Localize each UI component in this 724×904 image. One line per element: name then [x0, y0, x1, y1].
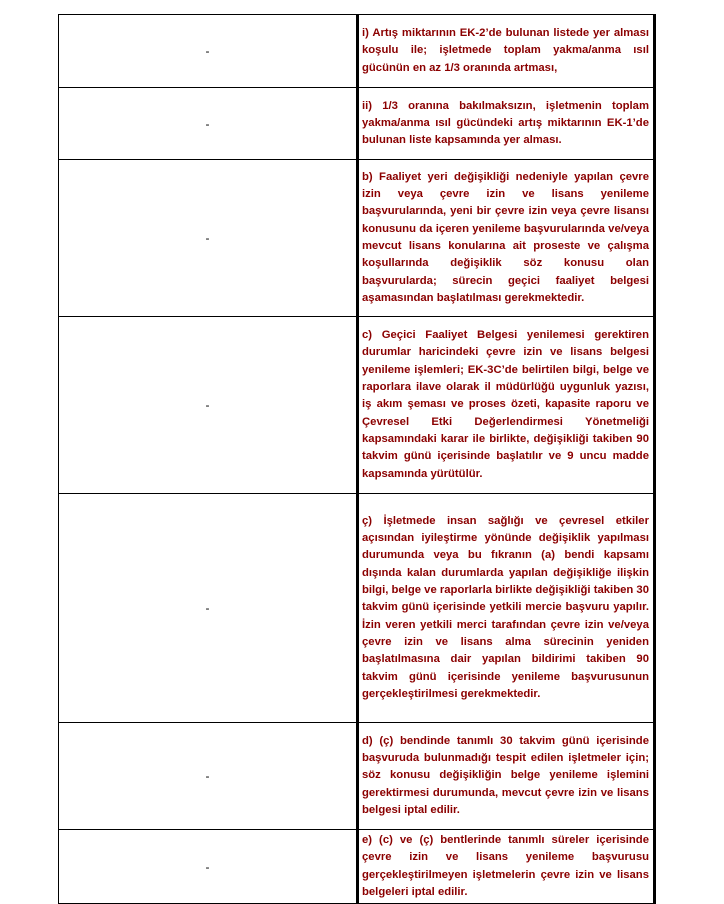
right-cell — [359, 88, 653, 159]
table-row — [59, 160, 653, 317]
left-cell: - — [59, 494, 359, 722]
right-cell — [359, 160, 653, 316]
table-row — [59, 317, 653, 494]
regulation-table — [58, 14, 656, 904]
right-cell — [359, 317, 653, 493]
table-row — [59, 15, 653, 88]
left-cell: - — [59, 723, 359, 829]
clause-text: e) (c) ve (ç) bentlerinde tanımlı süreler içerisinde çevre izin ve lisans yenileme başvurusu gerçekleştirilmeyen işletmelerin çevre izin ve lisans belgeleri iptal edilir. — [362, 833, 649, 898]
clause-text: b) Faaliyet yeri değişikliği nedeniyle yapılan çevre izin veya çevre izin ve lisans yenileme başvurularında, yeni bir çevre izin veya çevre lisansı konusunu da içeren yenileme başvurularında ve/veya mevcut lisans konularına ait proseste ve çalışma koşullarında değişiklik söz konusu olan başvurularda; sürecin geçici faaliyet belgesi aşamasından başlatılması gerekmektedir. — [362, 170, 649, 304]
clause-text: d) (ç) bendinde tanımlı 30 takvim günü içerisinde başvuruda bulunmadığı tespit edilen işletmeler için; söz konusu değişikliğin belge yenileme işlemini gerektirmesi durumunda, mevcut çevre izin ve lisans belgesi iptal edilir. — [362, 734, 649, 816]
table-row — [59, 723, 653, 830]
left-cell: - — [59, 15, 359, 87]
table-row — [59, 494, 653, 723]
left-cell: - — [59, 88, 359, 159]
table-row — [59, 830, 653, 903]
clause-text: i) Artış miktarının EK-2’de bulunan listede yer alması koşulu ile; işletmede toplam yakma/anma ısıl gücünün en az 1/3 oranında artması, — [362, 27, 649, 74]
left-cell: - — [59, 317, 359, 493]
table-row — [59, 88, 653, 160]
left-cell: - — [59, 160, 359, 316]
right-cell — [359, 830, 653, 903]
right-cell — [359, 494, 653, 722]
clause-text: c) Geçici Faaliyet Belgesi yenilemesi gerektiren durumlar haricindeki çevre izin ve lisans belgesi yenileme işlemleri; EK-3C’de belirtilen bilgi, belge ve raporlara ilave olarak il müdürlüğü uygunluk yazısı, iş akım şeması ve proses özeti, kapasite raporu ve Çevresel Etki Değerlendirmesi Yönetmeliği kapsamındaki karar ile birlikte, değişikliği takiben 90 takvim günü içerisinde başlatılır ve 9 uncu madde kapsamında yürütülür. — [362, 329, 649, 480]
left-cell: - — [59, 830, 359, 903]
clause-text: ii) 1/3 oranına bakılmaksızın, işletmenin toplam yakma/anma ısıl gücündeki artış miktarının EK-1’de bulunan liste kapsamında yer alması. — [362, 99, 649, 147]
right-cell — [359, 723, 653, 829]
right-cell — [359, 15, 653, 87]
clause-text: ç) İşletmede insan sağlığı ve çevresel etkiler açısından iyileştirme yönünde değişiklik yapılması durumunda veya bu fıkranın (a) bendi kapsamı dışında kalan durumlarda yapılan değişikliğe ilişkin bilgi, belge ve raporlarla birlikte değişikliği takiben 30 takvim günü içerisinde yetkili mercie başvuru yapılır. İzin veren yetkili merci tarafından çevre izin ve/veya çevre izin ve lisans alma sürecinin yeniden başlatılmasına dair yapılan bildirimi takiben 90 takvim günü içerisinde yenileme başvurusunun gerçekleştirilmesi gerekmektedir. — [362, 514, 649, 700]
